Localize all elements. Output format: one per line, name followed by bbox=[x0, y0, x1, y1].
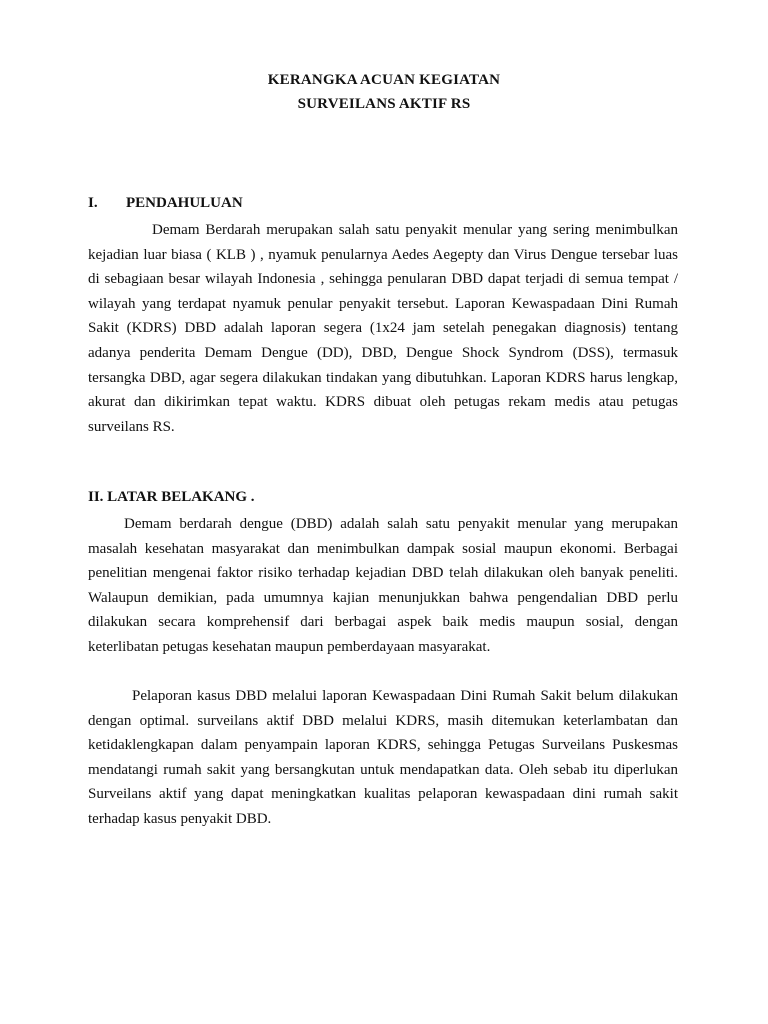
section1-number: I. bbox=[88, 195, 98, 211]
document-title-line1: KERANGKA ACUAN KEGIATAN bbox=[267, 72, 501, 88]
document-title-line2: SURVEILANS AKTIF RS bbox=[297, 96, 471, 112]
section1-heading: PENDAHULUAN bbox=[126, 195, 243, 211]
section2-heading: II. LATAR BELAKANG . bbox=[88, 489, 255, 505]
section2-paragraph2: Pelaporan kasus DBD melalui laporan Kewaspadaan Dini Rumah Sakit belum dilakukan dengan optimal. surveilans aktif DBD melalui KDRS, masih ditemukan keterlambatan dan ketidaklengkapan dalam penyampain laporan KDRS, sehingga Petugas Surveilans Puskesmas mendatangi rumah sakit yang bersangkutan untuk mendapatkan data. Oleh sebab itu diperlukan Surveilans aktif yang dapat meningkatkan kualitas pelaporan kewaspadaan dini rumah sakit terhadap kasus penyakit DBD. bbox=[88, 688, 678, 827]
section1-paragraph: Demam Berdarah merupakan salah satu penyakit menular yang sering menimbulkan kejadian luar biasa ( KLB ) , nyamuk penularnya Aedes Aegepty dan Virus Dengue tersebar luas di sebagiaan besar wilayah Indonesia , sehingga penularan DBD dapat terjadi di semua tempat / wilayah yang terdapat nyamuk penular penyakit tersebut. Laporan Kewaspadaan Dini Rumah Sakit (KDRS) DBD adalah laporan segera (1x24 jam setelah penegakan diagnosis) tentang adanya penderita Demam Dengue (DD), DBD, Dengue Shock Syndrom (DSS), termasuk tersangka DBD, agar segera dilakukan tindakan yang dibutuhkan. Laporan KDRS harus lengkap, akurat dan dikirimkan tepat waktu. KDRS dibuat oleh petugas rekam medis atau petugas surveilans RS. bbox=[88, 222, 678, 435]
section2-paragraph1: Demam berdarah dengue (DBD) adalah salah satu penyakit menular yang merupakan masalah kesehatan masyarakat dan menimbulkan dampak sosial maupun ekonomi. Berbagai penelitian mengenai faktor risiko terhadap kejadian DBD telah dilakukan oleh banyak peneliti. Walaupun demikian, pada umumnya kajian menunjukkan bahwa pengendalian DBD perlu dilakukan secara komprehensif dari berbagai aspek baik medis maupun sosial, dengan keterlibatan petugas kesehatan maupun pemberdayaan masyarakat. bbox=[88, 516, 678, 655]
